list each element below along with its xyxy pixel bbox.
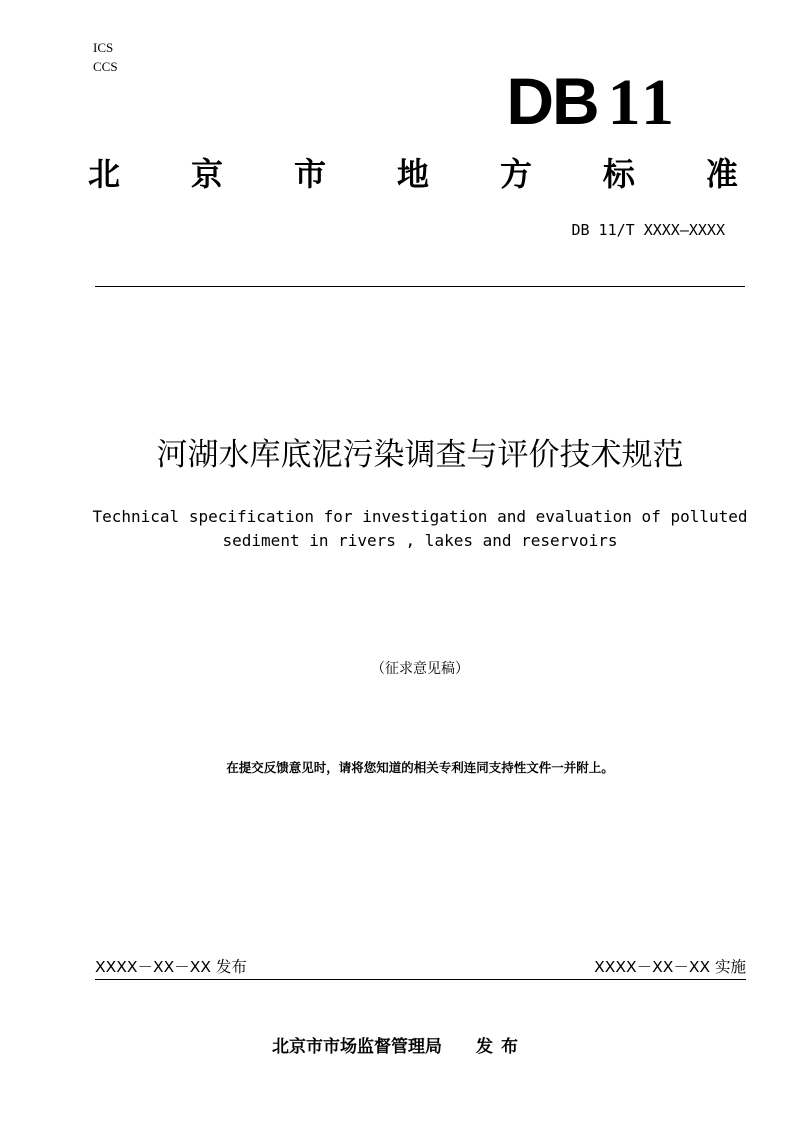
logo-number: 11 xyxy=(607,66,678,139)
category-char: 京 xyxy=(190,155,223,193)
issuing-authority xyxy=(272,1034,526,1060)
issuer-name: 北京市市场监督管理局 xyxy=(272,1037,442,1057)
category-char: 方 xyxy=(499,155,532,193)
footer-divider xyxy=(95,979,746,980)
header-divider xyxy=(95,286,745,287)
classification-codes xyxy=(93,38,118,76)
draft-status-label: （征求意见稿） xyxy=(371,661,469,677)
english-title-line: sediment in rivers , lakes and reservoirs xyxy=(222,531,618,550)
implementation-date: XXXX－XX－XX 实施 xyxy=(594,958,746,976)
category-char: 北 xyxy=(88,155,121,193)
standard-number: DB 11/T XXXX—XXXX xyxy=(571,221,725,239)
category-char: 地 xyxy=(396,155,429,193)
standard-category-heading xyxy=(88,152,738,196)
db11-standard-logo xyxy=(506,64,678,139)
category-char: 标 xyxy=(602,155,635,193)
logo-prefix: DB xyxy=(506,64,598,138)
category-char: 市 xyxy=(293,155,326,193)
english-title-line: Technical specification for investigation and evaluation of polluted xyxy=(92,507,748,526)
ics-label: ICS xyxy=(93,40,114,55)
issue-word: 发布 xyxy=(476,1037,526,1057)
document-title-english xyxy=(60,505,780,553)
document-title-chinese: 河湖水库底泥污染调查与评价技术规范 xyxy=(156,437,684,473)
ccs-label: CCS xyxy=(93,59,118,74)
issue-date: XXXX－XX－XX 发布 xyxy=(95,958,247,976)
patent-notice: 在提交反馈意见时，请将您知道的相关专利连同支持性文件一并附上。 xyxy=(226,760,614,775)
category-char: 准 xyxy=(705,155,738,193)
